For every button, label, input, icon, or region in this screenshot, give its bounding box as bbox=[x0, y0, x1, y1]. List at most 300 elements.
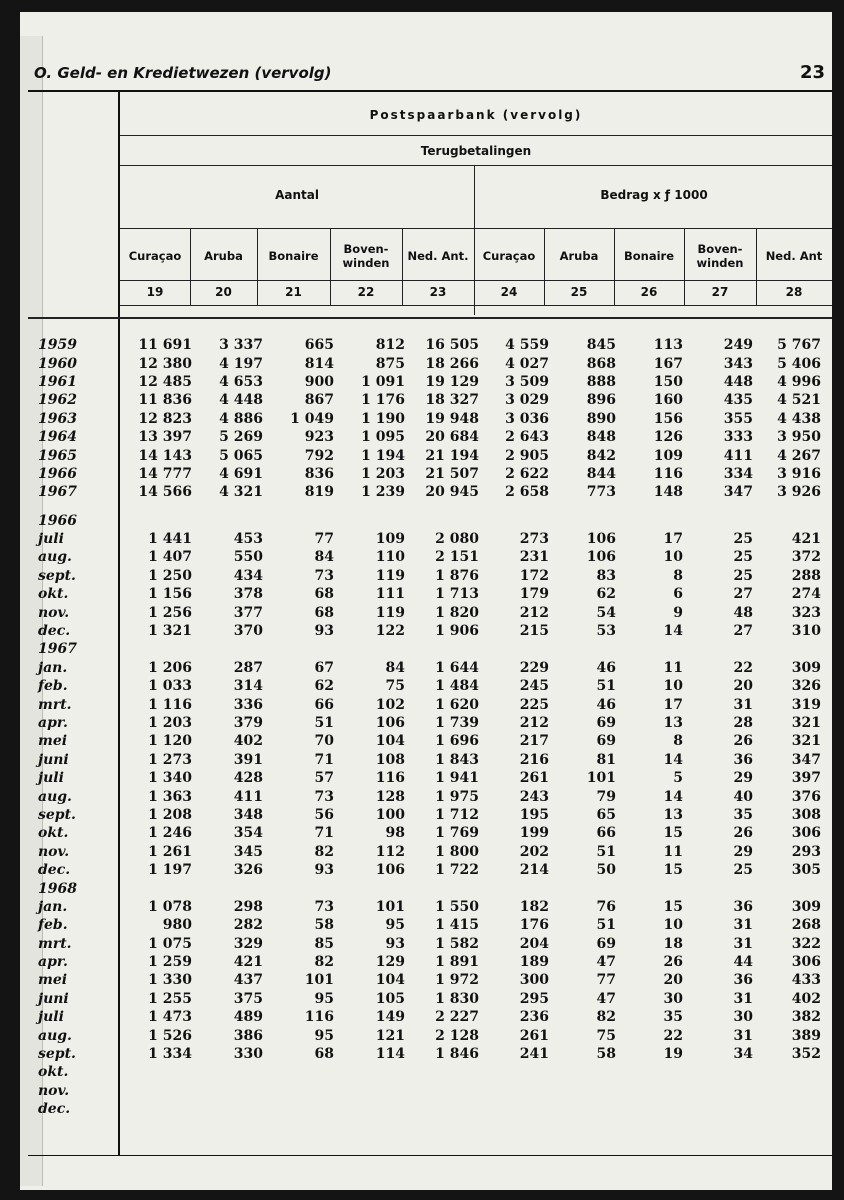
table-cell: 411 bbox=[723, 447, 753, 464]
column-divider bbox=[756, 228, 757, 305]
table-cell: 322 bbox=[791, 935, 821, 952]
table-cell: 819 bbox=[304, 484, 334, 501]
table-cell: 3 337 bbox=[219, 337, 263, 354]
column-number: 19 bbox=[146, 285, 164, 299]
table-cell bbox=[263, 640, 334, 658]
table-cell bbox=[616, 1100, 683, 1118]
table-cell: 1 712 bbox=[435, 806, 479, 823]
table-cell: 243 bbox=[519, 788, 549, 805]
table-cell: 104 bbox=[375, 972, 405, 989]
table-cell: 116 bbox=[375, 770, 405, 787]
table-cell: 36 bbox=[733, 898, 753, 915]
table-cell: 295 bbox=[519, 990, 549, 1007]
table-cell: 888 bbox=[586, 373, 616, 390]
table-cell: 5 406 bbox=[777, 355, 821, 372]
table-cell: 31 bbox=[733, 917, 753, 934]
table-cell: 29 bbox=[733, 770, 753, 787]
table-cell: 114 bbox=[375, 1046, 405, 1063]
table-cell: 1 250 bbox=[148, 567, 192, 584]
column-number: 21 bbox=[285, 285, 302, 299]
table-cell: 3 950 bbox=[777, 429, 821, 446]
table-cell bbox=[549, 640, 616, 658]
column-header: Aruba bbox=[559, 249, 599, 263]
table-row bbox=[38, 585, 821, 603]
table-cell: 2 905 bbox=[505, 447, 549, 464]
row-label: juni bbox=[38, 990, 69, 1007]
table-row bbox=[38, 391, 821, 409]
table-row bbox=[38, 971, 821, 989]
table-cell: 402 bbox=[791, 990, 821, 1007]
table-cell: 355 bbox=[723, 410, 753, 427]
table-cell: 27 bbox=[733, 586, 753, 603]
table-cell: 1 484 bbox=[435, 678, 479, 695]
table-cell bbox=[263, 512, 334, 530]
table-cell: 389 bbox=[791, 1027, 821, 1044]
table-cell: 35 bbox=[663, 1009, 683, 1026]
table-cell: 453 bbox=[233, 531, 263, 548]
row-label: apr. bbox=[38, 954, 68, 971]
table-cell: 437 bbox=[233, 972, 263, 989]
table-cell: 4 027 bbox=[505, 355, 549, 372]
table-cell: 4 996 bbox=[777, 373, 821, 390]
table-cell: 108 bbox=[375, 751, 405, 768]
table-cell: 126 bbox=[653, 429, 683, 446]
table-row bbox=[38, 695, 821, 713]
table-cell: 900 bbox=[304, 373, 334, 390]
table-cell: 26 bbox=[663, 954, 683, 971]
table-cell: 386 bbox=[233, 1027, 263, 1044]
table-cell: 4 197 bbox=[219, 355, 263, 372]
table-cell: 1 194 bbox=[361, 447, 405, 464]
table-cell: 101 bbox=[304, 972, 334, 989]
table-cell: 179 bbox=[519, 586, 549, 603]
table-cell: 21 194 bbox=[425, 447, 479, 464]
table-cell bbox=[616, 1082, 683, 1100]
table-cell: 321 bbox=[791, 715, 821, 731]
table-cell: 345 bbox=[233, 843, 263, 860]
table-cell: 229 bbox=[519, 659, 549, 676]
table-cell bbox=[118, 879, 192, 897]
table-cell: 1 197 bbox=[148, 862, 192, 879]
table-cell: 128 bbox=[375, 788, 405, 805]
table-cell: 1 644 bbox=[435, 659, 479, 676]
table-cell: 329 bbox=[233, 935, 263, 952]
table-cell: 149 bbox=[375, 1009, 405, 1026]
table-cell: 160 bbox=[653, 392, 683, 409]
table-cell: 980 bbox=[162, 917, 192, 934]
table-row bbox=[38, 1100, 821, 1118]
table-cell: 2 658 bbox=[505, 484, 549, 501]
table-cell: 334 bbox=[723, 465, 753, 482]
table-cell: 116 bbox=[653, 465, 683, 482]
table-cell: 844 bbox=[586, 465, 616, 482]
table-cell: 48 bbox=[733, 604, 753, 621]
table-row bbox=[38, 483, 821, 501]
table-cell: 249 bbox=[723, 337, 753, 354]
table-cell: 25 bbox=[733, 549, 753, 566]
table-cell: 1 116 bbox=[148, 696, 192, 713]
table-cell bbox=[334, 640, 405, 658]
table-cell: 665 bbox=[304, 337, 334, 354]
table-cell: 3 916 bbox=[777, 465, 821, 482]
table-cell: 379 bbox=[233, 715, 263, 731]
table-cell: 1 846 bbox=[435, 1046, 479, 1063]
table-row bbox=[38, 530, 821, 548]
table-cell: 836 bbox=[304, 465, 334, 482]
row-label: 1960 bbox=[38, 355, 77, 372]
table-cell: 93 bbox=[314, 862, 334, 879]
table-cell: 106 bbox=[375, 862, 405, 879]
table-cell: 93 bbox=[385, 935, 405, 952]
table-cell bbox=[192, 879, 263, 897]
table-cell: 68 bbox=[314, 1046, 334, 1063]
row-label: 1967 bbox=[38, 484, 77, 501]
table-cell: 122 bbox=[375, 623, 405, 640]
table-cell bbox=[192, 1082, 263, 1100]
table-cell: 333 bbox=[723, 429, 753, 446]
table-cell: 189 bbox=[519, 954, 549, 971]
table-cell: 11 bbox=[663, 843, 683, 860]
table-cell: 308 bbox=[791, 806, 821, 823]
table-cell: 40 bbox=[733, 788, 753, 805]
table-cell: 28 bbox=[733, 715, 753, 731]
table-cell: 18 266 bbox=[425, 355, 479, 372]
table-cell: 31 bbox=[733, 990, 753, 1007]
table-cell: 58 bbox=[596, 1046, 616, 1063]
table-cell: 156 bbox=[653, 410, 683, 427]
table-row bbox=[38, 990, 821, 1008]
row-label: 1962 bbox=[38, 392, 77, 409]
table-cell: 20 684 bbox=[425, 429, 479, 446]
table-cell: 51 bbox=[596, 678, 616, 695]
table-cell: 20 bbox=[733, 678, 753, 695]
row-label: aug. bbox=[38, 1027, 72, 1044]
table-cell: 18 bbox=[663, 935, 683, 952]
table-cell: 31 bbox=[733, 1027, 753, 1044]
table-cell: 6 bbox=[673, 586, 683, 603]
table-cell: 46 bbox=[596, 696, 616, 713]
table-cell: 217 bbox=[519, 733, 549, 750]
column-header: Boven- winden bbox=[696, 242, 744, 270]
table-cell: 336 bbox=[233, 696, 263, 713]
table-cell: 85 bbox=[314, 935, 334, 952]
table-cell: 22 bbox=[733, 659, 753, 676]
table-cell: 372 bbox=[791, 549, 821, 566]
table-cell: 890 bbox=[586, 410, 616, 427]
table-cell: 1 975 bbox=[435, 788, 479, 805]
table-cell: 261 bbox=[519, 1027, 549, 1044]
table-cell: 378 bbox=[233, 586, 263, 603]
table-cell: 84 bbox=[385, 659, 405, 676]
table-cell: 3 509 bbox=[505, 373, 549, 390]
table-cell: 17 bbox=[663, 531, 683, 548]
column-divider bbox=[474, 228, 475, 305]
table-cell: 1 176 bbox=[361, 392, 405, 409]
column-divider bbox=[190, 228, 191, 305]
header-rule bbox=[120, 228, 832, 229]
table-row bbox=[38, 806, 821, 824]
table-cell: 81 bbox=[596, 751, 616, 768]
table-cell: 20 bbox=[663, 972, 683, 989]
table-cell: 1 407 bbox=[148, 549, 192, 566]
table-cell bbox=[479, 1100, 549, 1118]
table-cell: 1 582 bbox=[435, 935, 479, 952]
table-cell: 102 bbox=[375, 696, 405, 713]
table-row bbox=[38, 1008, 821, 1026]
table-cell: 5 767 bbox=[777, 337, 821, 354]
table-cell bbox=[683, 1082, 753, 1100]
row-label: okt. bbox=[38, 825, 69, 842]
table-cell: 14 777 bbox=[138, 465, 192, 482]
row-label: sept. bbox=[38, 567, 76, 584]
table-cell: 172 bbox=[519, 567, 549, 584]
table-cell: 148 bbox=[653, 484, 683, 501]
table-row bbox=[38, 428, 821, 446]
table-cell: 19 129 bbox=[425, 373, 479, 390]
column-header: Ned. Ant. bbox=[407, 249, 469, 263]
table-cell: 309 bbox=[791, 659, 821, 676]
table-cell: 58 bbox=[314, 917, 334, 934]
table-cell: 100 bbox=[375, 806, 405, 823]
column-divider bbox=[684, 228, 685, 305]
table-cell bbox=[263, 1082, 334, 1100]
row-label: mrt. bbox=[38, 696, 72, 713]
table-cell: 347 bbox=[791, 751, 821, 768]
spacer-row bbox=[38, 502, 821, 512]
table-cell: 1 713 bbox=[435, 586, 479, 603]
table-cell: 101 bbox=[586, 770, 616, 787]
table-row bbox=[38, 861, 821, 879]
table-cell: 70 bbox=[314, 733, 334, 750]
table-cell: 298 bbox=[233, 898, 263, 915]
table-cell: 376 bbox=[791, 788, 821, 805]
table-cell: 1 843 bbox=[435, 751, 479, 768]
table-cell: 25 bbox=[733, 567, 753, 584]
table-cell: 47 bbox=[596, 954, 616, 971]
table-cell: 129 bbox=[375, 954, 405, 971]
row-label: juli bbox=[38, 770, 64, 787]
table-cell: 50 bbox=[596, 862, 616, 879]
page-number: 23 bbox=[800, 62, 826, 83]
bedrag-heading: Bedrag x ƒ 1000 bbox=[600, 188, 708, 202]
table-cell: 489 bbox=[233, 1009, 263, 1026]
table-cell: 95 bbox=[314, 990, 334, 1007]
table-cell bbox=[192, 640, 263, 658]
column-number: 20 bbox=[215, 285, 232, 299]
table-cell: 375 bbox=[233, 990, 263, 1007]
header-rule bbox=[120, 165, 832, 166]
table-cell: 225 bbox=[519, 696, 549, 713]
table-cell: 109 bbox=[375, 531, 405, 548]
table-cell bbox=[616, 640, 683, 658]
table-cell: 348 bbox=[233, 806, 263, 823]
table-cell: 305 bbox=[791, 862, 821, 879]
table-cell: 95 bbox=[314, 1027, 334, 1044]
table-cell: 68 bbox=[314, 586, 334, 603]
table-row bbox=[38, 1045, 821, 1063]
row-label: aug. bbox=[38, 549, 72, 566]
terugbetalingen-heading: Terugbetalingen bbox=[420, 144, 532, 158]
table-cell: 1 259 bbox=[148, 954, 192, 971]
table-cell: 1 321 bbox=[148, 623, 192, 640]
table-cell: 25 bbox=[733, 862, 753, 879]
table-row bbox=[38, 373, 821, 391]
table-cell: 352 bbox=[791, 1046, 821, 1063]
table-cell: 14 566 bbox=[138, 484, 192, 501]
row-label: dec. bbox=[38, 1101, 71, 1118]
table-row bbox=[38, 732, 821, 750]
table-cell: 10 bbox=[663, 917, 683, 934]
table-cell bbox=[753, 512, 821, 530]
table-cell: 54 bbox=[596, 604, 616, 621]
table-cell: 10 bbox=[663, 678, 683, 695]
table-cell: 82 bbox=[314, 843, 334, 860]
row-label: feb. bbox=[38, 678, 68, 695]
table-cell: 26 bbox=[733, 733, 753, 750]
table-cell: 79 bbox=[596, 788, 616, 805]
column-header: Ned. Ant bbox=[765, 249, 823, 263]
table-cell: 814 bbox=[304, 355, 334, 372]
table-cell: 1 739 bbox=[435, 715, 479, 731]
table-cell: 1 203 bbox=[148, 715, 192, 731]
table-cell: 4 267 bbox=[777, 447, 821, 464]
table-row bbox=[38, 879, 821, 897]
table-cell: 105 bbox=[375, 990, 405, 1007]
table-cell: 12 485 bbox=[138, 373, 192, 390]
table-cell: 15 bbox=[663, 862, 683, 879]
table-cell: 231 bbox=[519, 549, 549, 566]
table-cell: 2 080 bbox=[435, 531, 479, 548]
table-cell bbox=[479, 512, 549, 530]
table-cell: 261 bbox=[519, 770, 549, 787]
row-label: mei bbox=[38, 733, 68, 750]
table-cell: 4 559 bbox=[505, 337, 549, 354]
table-cell: 1 239 bbox=[361, 484, 405, 501]
table-cell: 27 bbox=[733, 623, 753, 640]
table-cell: 1 340 bbox=[148, 770, 192, 787]
table-cell: 12 823 bbox=[138, 410, 192, 427]
table-cell: 15 bbox=[663, 898, 683, 915]
table-row bbox=[38, 410, 821, 428]
row-label: 1963 bbox=[38, 410, 77, 427]
table-cell: 323 bbox=[791, 604, 821, 621]
table-cell: 812 bbox=[375, 337, 405, 354]
table-cell: 4 886 bbox=[219, 410, 263, 427]
table-cell: 1 972 bbox=[435, 972, 479, 989]
table-cell: 109 bbox=[653, 447, 683, 464]
table-cell: 26 bbox=[733, 825, 753, 842]
row-label: juli bbox=[38, 1009, 64, 1026]
table-row bbox=[38, 603, 821, 621]
table-row bbox=[38, 354, 821, 372]
table-cell bbox=[479, 879, 549, 897]
table-cell bbox=[616, 879, 683, 897]
table-row bbox=[38, 1063, 821, 1081]
table-cell: 268 bbox=[791, 917, 821, 934]
table-row bbox=[38, 787, 821, 805]
column-number: 25 bbox=[570, 285, 588, 299]
table-cell: 106 bbox=[586, 531, 616, 548]
table-cell: 57 bbox=[314, 770, 334, 787]
table-cell: 73 bbox=[314, 567, 334, 584]
table-cell bbox=[405, 1082, 479, 1100]
table-cell bbox=[549, 1082, 616, 1100]
table-cell: 106 bbox=[586, 549, 616, 566]
table-cell: 309 bbox=[791, 898, 821, 915]
table-cell: 343 bbox=[723, 355, 753, 372]
header-rule bbox=[120, 280, 832, 281]
table-cell: 202 bbox=[519, 843, 549, 860]
table-cell: 428 bbox=[233, 770, 263, 787]
table-cell: 69 bbox=[596, 715, 616, 731]
table-cell: 13 bbox=[663, 806, 683, 823]
table-cell: 421 bbox=[791, 531, 821, 548]
table-cell: 391 bbox=[233, 751, 263, 768]
table-cell: 310 bbox=[791, 623, 821, 640]
table-cell: 83 bbox=[596, 567, 616, 584]
section-title: O. Geld- en Kredietwezen (vervolg) bbox=[34, 64, 332, 82]
table-cell: 287 bbox=[233, 659, 263, 676]
table-cell: 306 bbox=[791, 954, 821, 971]
table-cell bbox=[334, 879, 405, 897]
table-cell: 10 bbox=[663, 549, 683, 566]
table-cell: 288 bbox=[791, 567, 821, 584]
table-cell: 36 bbox=[733, 751, 753, 768]
row-label: juli bbox=[38, 531, 64, 548]
table-cell: 113 bbox=[653, 337, 683, 354]
row-label: sept. bbox=[38, 1046, 76, 1063]
table-cell: 2 227 bbox=[435, 1009, 479, 1026]
table-cell bbox=[405, 640, 479, 658]
table-cell: 274 bbox=[791, 586, 821, 603]
table-cell: 93 bbox=[314, 623, 334, 640]
table-cell: 182 bbox=[519, 898, 549, 915]
table-cell: 5 269 bbox=[219, 429, 263, 446]
table-cell bbox=[192, 1063, 263, 1081]
row-label: feb. bbox=[38, 917, 68, 934]
table-cell bbox=[683, 640, 753, 658]
table-cell: 3 036 bbox=[505, 410, 549, 427]
table-cell: 5 bbox=[673, 770, 683, 787]
table-cell: 2 151 bbox=[435, 549, 479, 566]
table-row bbox=[38, 446, 821, 464]
table-cell: 923 bbox=[304, 429, 334, 446]
table-cell: 370 bbox=[233, 623, 263, 640]
table-cell: 34 bbox=[733, 1046, 753, 1063]
table-cell: 69 bbox=[596, 935, 616, 952]
table-cell: 47 bbox=[596, 990, 616, 1007]
table-cell: 212 bbox=[519, 604, 549, 621]
table-row bbox=[38, 769, 821, 787]
table-cell bbox=[118, 640, 192, 658]
table-cell: 4 653 bbox=[219, 373, 263, 390]
row-label: okt. bbox=[38, 586, 69, 603]
table-cell: 51 bbox=[596, 843, 616, 860]
table-cell: 14 bbox=[663, 623, 683, 640]
table-cell: 773 bbox=[586, 484, 616, 501]
table-cell: 9 bbox=[673, 604, 683, 621]
table-cell: 435 bbox=[723, 392, 753, 409]
table-row bbox=[38, 935, 821, 953]
table-cell: 377 bbox=[233, 604, 263, 621]
table-cell: 4 448 bbox=[219, 392, 263, 409]
table-cell bbox=[479, 640, 549, 658]
table-cell: 868 bbox=[586, 355, 616, 372]
table-cell: 17 bbox=[663, 696, 683, 713]
table-cell: 11 bbox=[663, 659, 683, 676]
table-cell: 116 bbox=[304, 1009, 334, 1026]
table-cell: 1 330 bbox=[148, 972, 192, 989]
